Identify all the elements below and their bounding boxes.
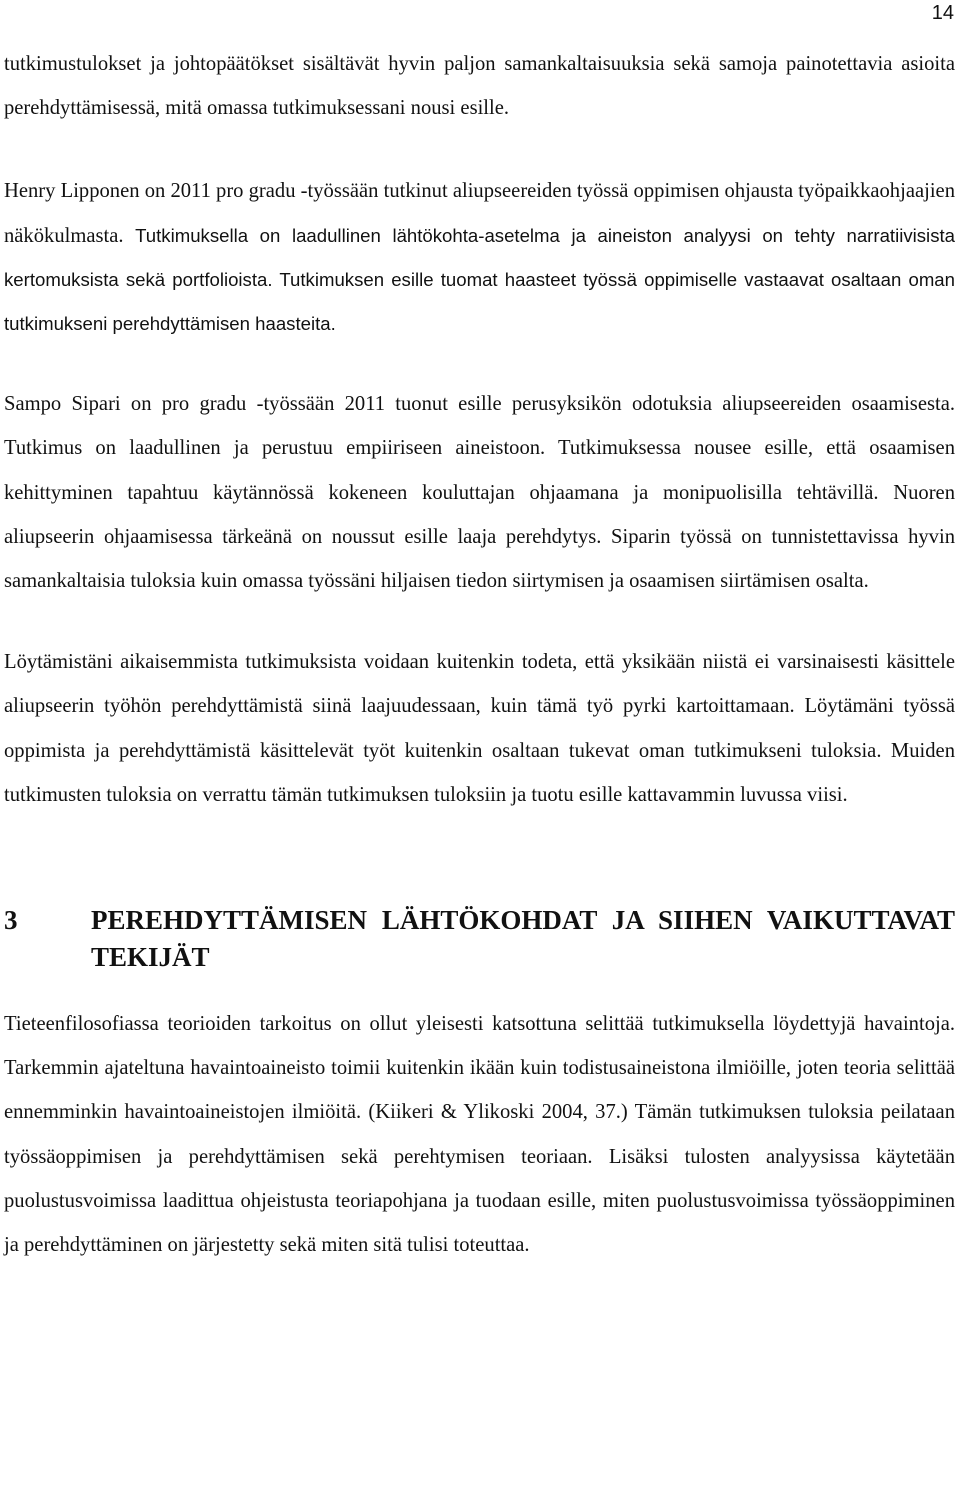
paragraph-lipponen: [4, 169, 955, 346]
page-number: 14: [931, 2, 954, 24]
section-heading: [4, 902, 955, 976]
paragraph-lipponen-sans-text: Tutkimuksella on laadullinen lähtökohta-asetelma ja aineiston analyysi on tehty narratiivisista kertomuksista sekä portfolioista. Tutkimuksen esille tuomat haasteet työssä oppimiselle vastaavat osaltaan oman tutkimukseni perehdyttämisen haasteita.: [4, 224, 955, 335]
section-number: 3: [4, 905, 18, 936]
paragraph-findings-summary: Löytämistäni aikaisemmista tutkimuksista voidaan kuitenkin todeta, että yksikään niistä ei varsinaisesti käsittele aliupseerin työhön perehdyttämistä siinä laajuudessaan, kuin tämä työ pyrki kartoittamaan. Löytämäni työssä oppimista ja perehdyttämistä käsittelevät työt kuitenkin osaltaan tukevat oman tutkimukseni tuloksia. Muiden tutkimusten tuloksia on verrattu tämän tutkimuksen tuloksiin ja tuotu esille kattavammin luvussa viisi.: [4, 651, 955, 806]
page-body: [4, 42, 955, 1267]
paragraph-theory: Tieteenfilosofiassa teorioiden tarkoitus on ollut yleisesti katsottuna selittää tutkimuksella löydettyjä havaintoja. Tarkemmin ajateltuna havaintoaineisto toimii kuitenkin ikään kuin todistusaineistona ilmiöille, joten teoria selittää ennemminkin havaintoaineistojen ilmiöitä. (Kiikeri & Ylikoski 2004, 37.) Tämän tutkimuksen tuloksia peilataan työssäoppimisen ja perehdyttämisen sekä perehtymisen teoriaan. Lisäksi tulosten analyysissa käytetään puolustusvoimissa laadittua ohjeistusta teoriapohjana ja tuodaan esille, miten puolustusvoimissa työssäoppiminen ja perehdyttäminen on järjestetty sekä miten sitä tulisi toteuttaa.: [4, 1013, 955, 1257]
paragraph-lipponen-serif-text: Henry Lipponen on 2011 pro gradu -työssään tutkinut aliupseereiden työssä oppimisen ohjausta työpaikkaohjaajien näkökulmasta.: [4, 180, 955, 247]
paragraph-sipari: Sampo Sipari on pro gradu -työssään 2011 tuonut esille perusyksikön odotuksia aliupseereiden osaamisesta. Tutkimus on laadullinen ja perustuu empiiriseen aineistoon. Tutkimuksessa nousee esille, että osaamisen kehittyminen tapahtuu käytännössä kokeneen kouluttajan ohjaamana ja monipuolisilla tehtävillä. Nuoren aliupseerin ohjaamisessa tärkeänä on noussut esille laaja perehdytys. Siparin työssä on tunnistettavissa hyvin samankaltaisia tuloksia kuin omassa työssäni hiljaisen tiedon siirtymisen ja osaamisen siirtämisen osalta.: [4, 393, 955, 593]
paragraph-intro-continuation: tutkimustulokset ja johtopäätökset sisältävät hyvin paljon samankaltaisuuksia sekä samoja painotettavia asioita perehdyttämisessä, mitä omassa tutkimuksessani nousi esille.: [4, 53, 955, 120]
section-title: PEREHDYTTÄMISEN LÄHTÖKOHDAT JA SIIHEN VAIKUTTAVAT TEKIJÄT: [91, 905, 955, 973]
